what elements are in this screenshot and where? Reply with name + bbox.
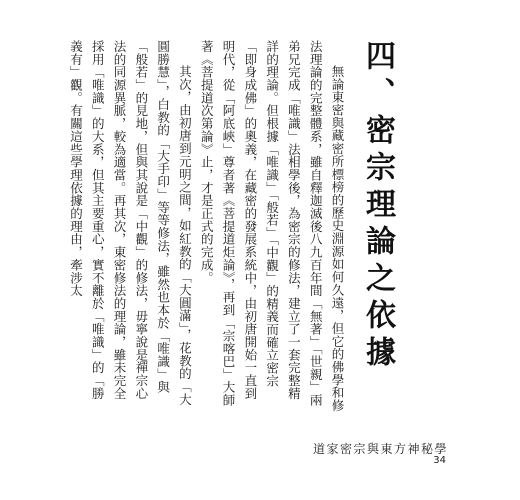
body-text — [18, 40, 348, 412]
page-number: 34 — [433, 455, 446, 466]
paragraph: 其次，由初唐到元明之間，如紅教的「大圓滿」，花教的「大圓勝慧」，白教的「大手印」等等修法，雖然也本於「唯識」與「般若」的見地，但與其說是「中觀」的修法，毋寧說是禪宗心法的同源異脈，較為適當。再其次，東密修法的理論，雖未完全採用「唯識」的大系，但其主要重心，實不離於「唯識」的「勝義有」觀。有關這些學理依據的理由，牽涉太 — [68, 40, 193, 406]
paragraph: 無論東密與藏密所標榜的歷史淵源如何久遠，但它的佛學和修法理論的完整體系，雖自釋迦滅後八九百年間「無著」「世親」兩弟兄完成「唯識」法相學後，為密宗的修法，建立了一套完整精詳的理論。但根據「唯識」「般若」「中觀」的精義而確立密宗「即身成佛」的奧義，在藏密的發展系統中，由初唐開始一直到明代，從「阿底峽」尊者著《菩提道炬論》，再到「宗喀巴」大師著《菩提道次第論》止，才是正式的完成。 — [199, 40, 345, 412]
section-title: 四、密宗理論之依據 — [360, 40, 395, 373]
running-footer-title: 道家密宗與東方神秘學 — [312, 442, 448, 456]
